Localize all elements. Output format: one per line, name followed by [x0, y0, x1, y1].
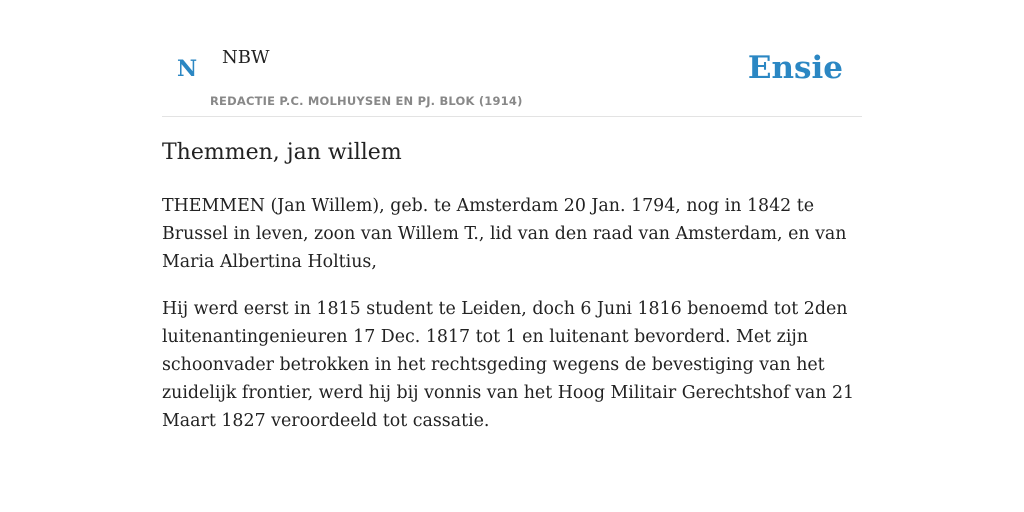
entry-body: [162, 192, 864, 454]
source-header: [162, 0, 862, 117]
entry-paragraph: Hij werd eerst in 1815 student te Leiden, doch 6 Juni 1816 benoemd tot 2den luitenantingenieuren 17 Dec. 1817 tot 1 en luitenant bevorderd. Met zijn schoonvader betrokken in het rechtsgeding wegens de bevestiging van het zuidelijk frontier, werd hij bij vonnis van het Hoog Militair Gerechtshof van 21 Maart 1827 veroordeeld tot cassatie.: [162, 299, 855, 431]
source-subtitle: REDACTIE P.C. MOLHUYSEN EN PJ. BLOK (1914): [210, 94, 523, 108]
entry-title: Themmen, jan willem: [162, 140, 402, 165]
page-container: [162, 0, 862, 431]
source-title[interactable]: NBW: [222, 47, 270, 68]
brand-logo[interactable]: Ensie: [747, 50, 843, 86]
source-logo[interactable]: N: [177, 56, 198, 82]
entry-paragraph: THEMMEN (Jan Willem), geb. te Amsterdam 20 Jan. 1794, nog in 1842 te Brussel in leven, zoon van Willem T., lid van den raad van Amsterdam, en van Maria Albertina Holtius,: [162, 196, 847, 272]
